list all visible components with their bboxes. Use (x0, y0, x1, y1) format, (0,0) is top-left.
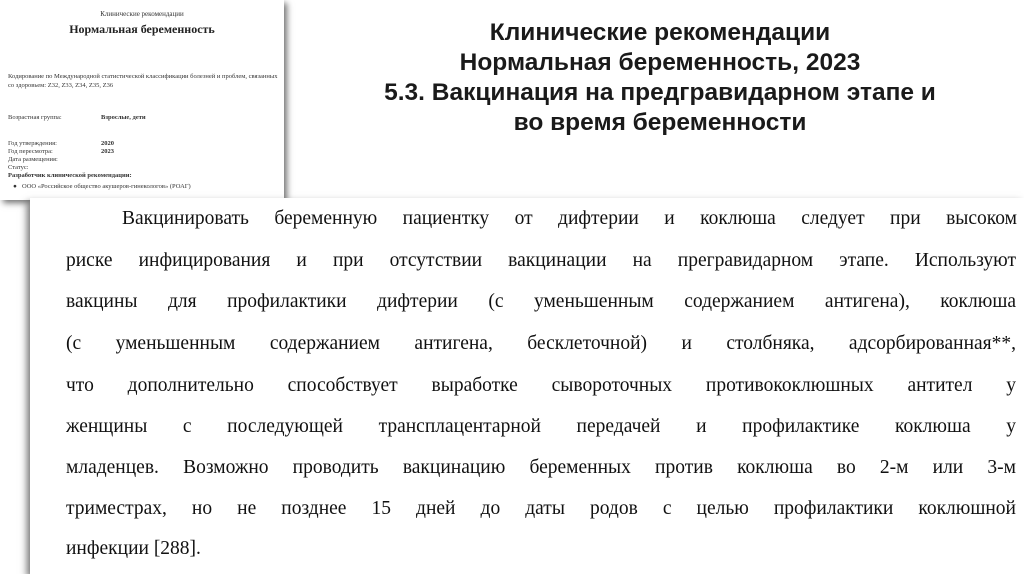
body-line-7: младенцев. Возможно проводить вакцинацию беременных против коклюша во 2-м или 3-м (66, 457, 1016, 478)
heading-line-1: Клинические рекомендации (489, 19, 831, 46)
thumbnail-title: Нормальная беременность (69, 22, 215, 36)
main-text-box (30, 198, 1024, 574)
body-line-2: риске инфицирования и при отсутствии вакцинации на прегравидарном этапе. Используют (66, 250, 1016, 271)
body-line-4: (с уменьшенным содержанием антигена, бесклеточной) и столбняка, адсорбированная**, (66, 333, 1016, 354)
body-line-5: что дополнительно способствует выработке сывороточных противококлюшных антител у (66, 375, 1016, 396)
document-thumbnail (0, 0, 284, 200)
thumbnail-code-text: Кодирование по Международной статистической классификации болезней и проблем, связанных со здоровьем: Z32, Z33, Z34, Z35, Z36 (8, 73, 278, 89)
thumbnail-age-label: Возрастная группа: (8, 114, 62, 121)
thumbnail-org: Клинические рекомендации (100, 10, 184, 18)
thumbnail-developer-item (13, 183, 191, 190)
thumbnail-placement-label: Дата размещения: (8, 156, 58, 163)
thumbnail-status-row (8, 164, 29, 172)
thumbnail-revision-label: Год пересмотра: (8, 148, 53, 155)
body-line-9: инфекции [288]. (66, 538, 201, 559)
body-line-6: женщины с последующей трансплацентарной передачей и профилактике коклюша у (66, 416, 1016, 437)
thumbnail-approval-row (8, 140, 114, 148)
thumbnail-approval-value: 2020 (101, 140, 114, 147)
thumbnail-revision-value: 2023 (101, 148, 114, 155)
bullet-icon: ● (13, 183, 17, 190)
thumbnail-age-value: Взрослые, дети (101, 114, 146, 121)
thumbnail-status-label: Статус: (8, 164, 29, 171)
thumbnail-developer-label: Разработчик клинической рекомендации: (8, 172, 132, 179)
body-line-8: триместрах, но не позднее 15 дней до даты родов с целью профилактики коклюшной (66, 498, 1016, 519)
heading-line-4: во время беременности (513, 109, 807, 136)
slide-heading (300, 18, 1020, 138)
body-line-3: вакцины для профилактики дифтерии (с уменьшенным содержанием антигена), коклюша (66, 291, 1016, 312)
heading-line-2: Нормальная беременность, 2023 (459, 49, 861, 76)
thumbnail-revision-row (8, 148, 114, 156)
thumbnail-approval-label: Год утверждения: (8, 140, 57, 147)
thumbnail-age-row (8, 114, 146, 122)
thumbnail-developer-value: ООО «Российское общество акушеров-гинекологов» (РОАГ) (22, 183, 191, 190)
thumbnail-placement-row (8, 156, 58, 164)
body-line-1: Вакцинировать беременную пациентку от дифтерии и коклюша следует при высоком (122, 208, 1017, 229)
heading-line-3: 5.3. Вакцинация на предгравидарном этапе и (384, 79, 936, 106)
